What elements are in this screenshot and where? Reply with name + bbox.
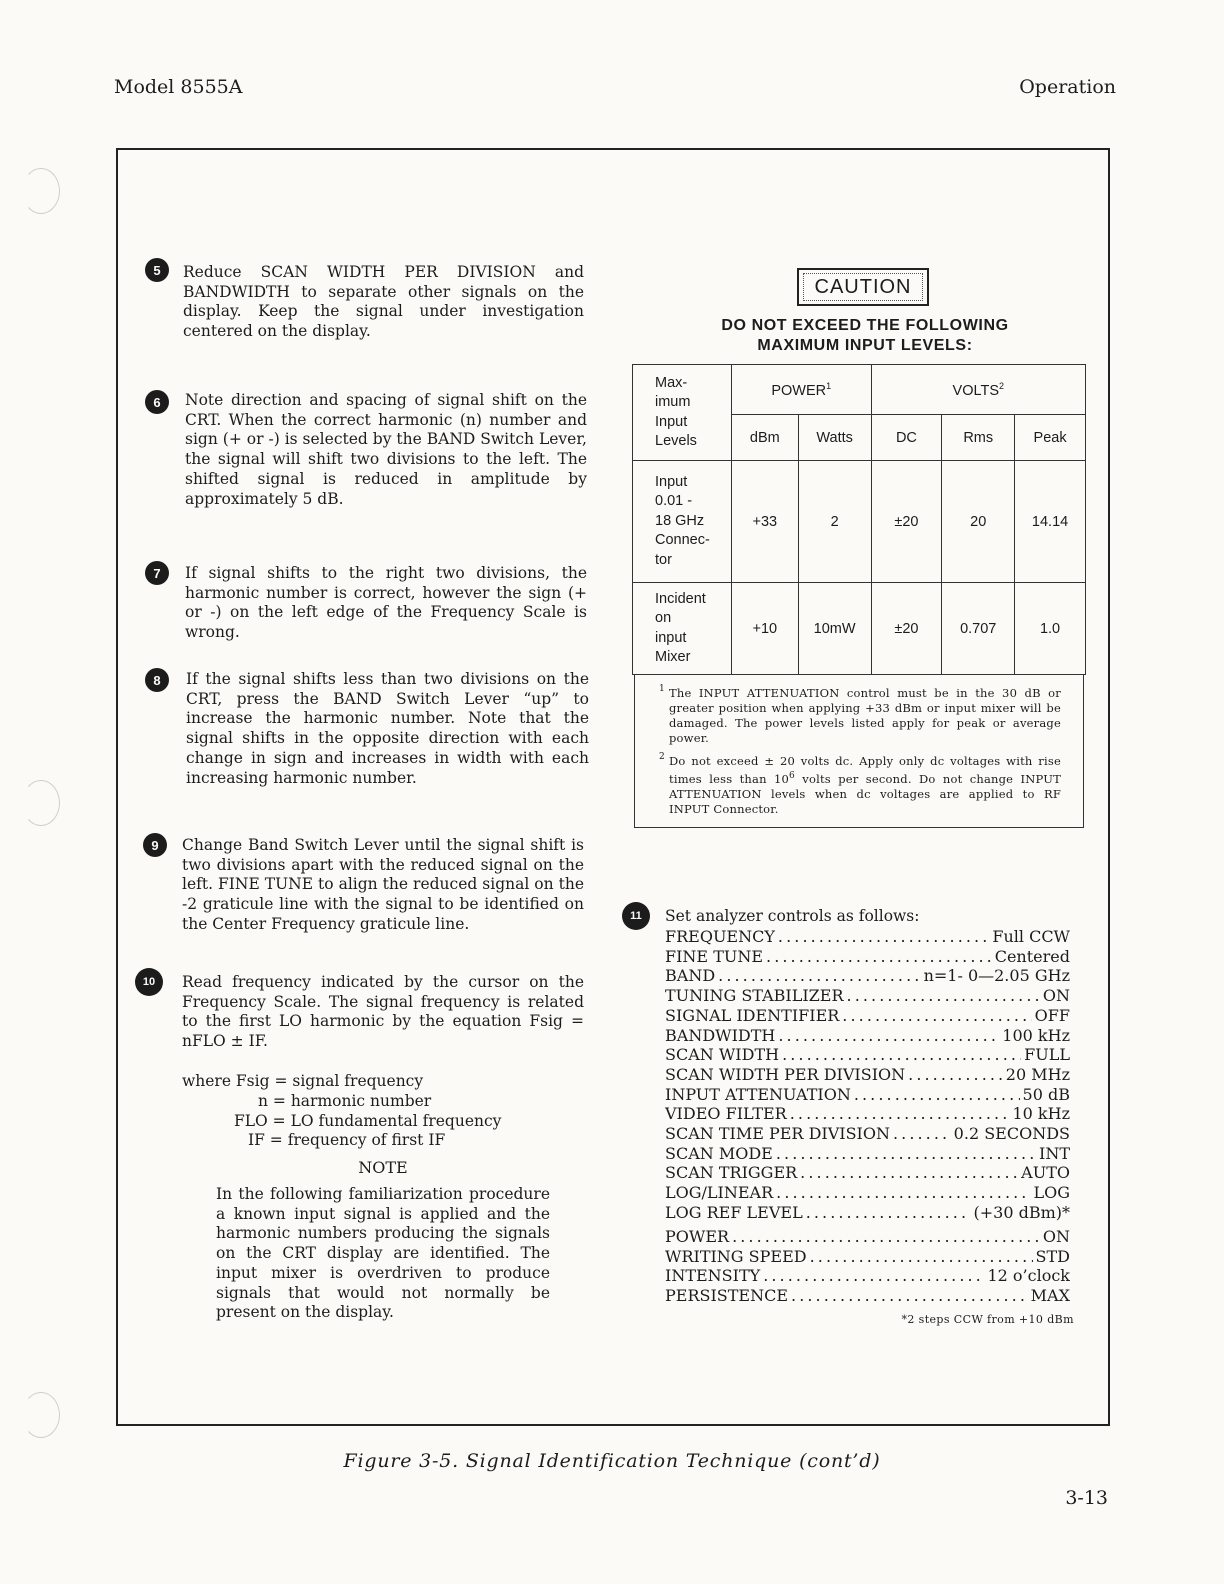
leader-dots bbox=[732, 1227, 1040, 1247]
step-badge-9: 9 bbox=[143, 833, 167, 857]
setting-value: AUTO bbox=[1021, 1163, 1070, 1183]
settings-row bbox=[665, 1247, 1070, 1267]
settings-row bbox=[665, 1183, 1070, 1203]
leader-dots bbox=[778, 1026, 999, 1046]
leader-dots bbox=[908, 1065, 1003, 1085]
setting-value: 12 o’clock bbox=[987, 1266, 1070, 1286]
leader-dots bbox=[810, 1247, 1033, 1267]
model-header: Model 8555A bbox=[114, 76, 243, 98]
step-9-text: Change Band Switch Lever until the signal shift is two divisions apart with the reduced signal on the left. FINE TUNE to align the reduced signal on the -2 graticule line with the signal to be identified on the Center Frequency graticule line. bbox=[182, 836, 584, 933]
footnote-text: volts per second. Do not change INPUT ATTENUATION levels when dc voltages are applied to RF INPUT Connector. bbox=[669, 771, 1061, 816]
setting-label: BAND bbox=[665, 966, 716, 986]
caution-label bbox=[797, 268, 929, 306]
table-cell: +10 bbox=[731, 583, 798, 675]
note-title: NOTE bbox=[358, 1158, 408, 1177]
page-number: 3-13 bbox=[1065, 1487, 1108, 1509]
leader-dots bbox=[893, 1124, 951, 1144]
step-11-intro: Set analyzer controls as follows: bbox=[665, 907, 920, 925]
setting-value: MAX bbox=[1030, 1286, 1070, 1306]
setting-value: INT bbox=[1039, 1143, 1070, 1163]
leader-dots bbox=[776, 1144, 1036, 1164]
caution-label-text: CAUTION bbox=[814, 275, 912, 298]
leader-dots bbox=[766, 947, 992, 967]
step-6-text: Note direction and spacing of signal shift on the CRT. When the correct harmonic (n) number and sign (+ or -) is selected by the BAND Switch Lever, the signal will shift two divisions to the left. The shifted signal is reduced in amplitude by approximately 5 dB. bbox=[185, 391, 587, 508]
row-label-header-line: Input bbox=[655, 413, 688, 430]
figure-caption: Figure 3-5. Signal Identification Technique (cont’d) bbox=[343, 1450, 881, 1472]
note-text: In the following familiarization procedure a known input signal is applied and the harmonic numbers producing the signals on the CRT display are identified. The input mixer is overdriven to produce signals that would not normally be present on the display. bbox=[216, 1185, 550, 1322]
setting-label: PERSISTENCE bbox=[665, 1286, 789, 1306]
setting-label: TUNING STABILIZER bbox=[665, 986, 844, 1006]
step-badge-11: 11 bbox=[622, 902, 650, 930]
table-cell: 0.707 bbox=[942, 583, 1015, 675]
step-badge-8: 8 bbox=[145, 668, 169, 692]
settings-row bbox=[665, 1104, 1070, 1124]
setting-label: FREQUENCY bbox=[665, 927, 775, 946]
leader-dots bbox=[854, 1085, 1020, 1105]
where-line-3: FLO = LO fundamental frequency bbox=[234, 1112, 502, 1130]
setting-value: 0.2 SECONDS bbox=[953, 1124, 1070, 1143]
table-row bbox=[633, 461, 1086, 583]
setting-value: 50 dB bbox=[1022, 1084, 1070, 1104]
table-cell: 1.0 bbox=[1015, 583, 1086, 675]
col-header-peak: Peak bbox=[1015, 415, 1086, 461]
step-10-text: Read frequency indicated by the cursor on the Frequency Scale. The signal frequency is related to the first LO harmonic by the equation Fsig = nFLO ± IF. bbox=[182, 973, 584, 1051]
settings-row bbox=[665, 1085, 1070, 1105]
setting-label: POWER bbox=[665, 1227, 730, 1246]
settings-row bbox=[665, 1124, 1070, 1144]
where-line-2: n = harmonic number bbox=[258, 1092, 432, 1110]
settings-row bbox=[665, 947, 1070, 967]
table-footnotes bbox=[634, 674, 1084, 828]
row-label-line: Input bbox=[655, 473, 688, 490]
col-header-rms: Rms bbox=[942, 415, 1015, 461]
row-label bbox=[633, 461, 732, 583]
table-footnote-1 bbox=[635, 686, 1083, 746]
table-cell: +33 bbox=[731, 461, 798, 583]
row-label-line: Incident bbox=[655, 590, 706, 607]
settings-row bbox=[665, 1266, 1070, 1286]
volts-header bbox=[871, 365, 1085, 415]
binder-hole-icon bbox=[22, 1392, 60, 1438]
settings-row bbox=[665, 1203, 1070, 1223]
row-label-line: tor bbox=[655, 551, 672, 568]
setting-value: Full CCW bbox=[992, 927, 1070, 946]
settings-row bbox=[665, 986, 1070, 1006]
power-footnote-mark: 1 bbox=[826, 380, 832, 391]
setting-value: ON bbox=[1042, 986, 1070, 1006]
setting-value: n=1- 0—2.05 GHz bbox=[923, 966, 1070, 986]
leader-dots bbox=[847, 986, 1040, 1006]
step-8-text: If the signal shifts less than two divisions on the CRT, press the BAND Switch Lever “up” to increase the harmonic number. Note that the signal shifts in the opposite direction with each change in sign and increases in width with each increasing harmonic number. bbox=[186, 670, 589, 787]
where-line-4: IF = frequency of first IF bbox=[248, 1131, 446, 1149]
settings-row bbox=[665, 1045, 1070, 1065]
setting-label: INTENSITY bbox=[665, 1266, 761, 1286]
setting-label: SCAN WIDTH bbox=[665, 1045, 780, 1065]
binder-hole-icon bbox=[22, 780, 60, 826]
footnote-text: The INPUT ATTENUATION control must be in the 30 dB or greater position when applying +33 dBm or input mixer will be damaged. The power levels listed apply for peak or average power. bbox=[669, 686, 1061, 745]
setting-value: (+30 dBm)* bbox=[973, 1202, 1070, 1222]
footnote-mark: 2 bbox=[659, 752, 665, 762]
caution-line-1: DO NOT EXCEED THE FOLLOWING bbox=[721, 317, 1009, 334]
setting-label: WRITING SPEED bbox=[665, 1246, 807, 1266]
row-label-header-line: Max- bbox=[655, 374, 688, 391]
volts-header-text: VOLTS bbox=[952, 382, 999, 399]
setting-label: SCAN MODE bbox=[665, 1143, 773, 1163]
max-input-levels-table bbox=[632, 364, 1086, 675]
setting-label: VIDEO FILTER bbox=[665, 1104, 787, 1124]
footnote-text: Do not exceed ± 20 volts dc. Apply only dc voltages with rise times less than 10 bbox=[669, 754, 1061, 786]
setting-value: 10 kHz bbox=[1012, 1104, 1070, 1124]
row-label-line: on bbox=[655, 610, 672, 626]
setting-label: SCAN TIME PER DIVISION bbox=[665, 1124, 890, 1143]
leader-dots bbox=[790, 1104, 1010, 1124]
leader-dots bbox=[782, 1045, 1021, 1065]
note-block bbox=[216, 1158, 550, 1177]
setting-label: FINE TUNE bbox=[665, 946, 764, 966]
caution-line-2: MAXIMUM INPUT LEVELS: bbox=[757, 337, 973, 354]
setting-value: ON bbox=[1042, 1227, 1070, 1246]
settings-row bbox=[665, 1286, 1070, 1306]
leader-dots bbox=[763, 1266, 984, 1286]
setting-value: STD bbox=[1035, 1246, 1070, 1266]
settings-row bbox=[665, 1227, 1070, 1247]
setting-value: Centered bbox=[994, 946, 1070, 966]
table-footnote-2 bbox=[635, 754, 1083, 817]
leader-dots bbox=[776, 1183, 1030, 1203]
setting-label: SCAN WIDTH PER DIVISION bbox=[665, 1064, 906, 1084]
setting-value: LOG bbox=[1033, 1183, 1070, 1203]
volts-footnote-mark: 2 bbox=[999, 380, 1005, 391]
row-label-line: Mixer bbox=[655, 649, 691, 665]
col-header-dc: DC bbox=[871, 415, 942, 461]
table-cell: 14.14 bbox=[1015, 461, 1086, 583]
row-label-line: input bbox=[655, 629, 687, 646]
col-header-dbm: dBm bbox=[731, 415, 798, 461]
setting-label: LOG/LINEAR bbox=[665, 1183, 774, 1203]
table-cell: 2 bbox=[798, 461, 871, 583]
footnote-mark: 1 bbox=[659, 684, 665, 694]
step-badge-5: 5 bbox=[145, 258, 169, 282]
leader-dots bbox=[791, 1286, 1028, 1306]
settings-row bbox=[665, 1163, 1070, 1183]
row-label-header bbox=[633, 365, 732, 461]
step-badge-10: 10 bbox=[135, 968, 163, 996]
setting-label: SIGNAL IDENTIFIER bbox=[665, 1005, 840, 1025]
row-label-line: Connec- bbox=[655, 532, 710, 549]
row-label bbox=[633, 583, 732, 675]
where-line-1: where Fsig = signal frequency bbox=[182, 1072, 424, 1090]
col-header-watts: Watts bbox=[798, 415, 871, 461]
row-label-line: 0.01 - bbox=[655, 493, 693, 510]
leader-dots bbox=[800, 1163, 1018, 1183]
setting-label: SCAN TRIGGER bbox=[665, 1163, 798, 1183]
power-header-text: POWER bbox=[771, 382, 827, 399]
setting-value: 20 MHz bbox=[1005, 1064, 1070, 1084]
leader-dots bbox=[718, 966, 920, 986]
settings-row bbox=[665, 1026, 1070, 1046]
settings-row bbox=[665, 927, 1070, 947]
table-row bbox=[633, 583, 1086, 675]
power-header bbox=[731, 365, 871, 415]
row-label-line: 18 GHz bbox=[655, 512, 705, 529]
section-header: Operation bbox=[1019, 76, 1116, 98]
step-5-text: Reduce SCAN WIDTH PER DIVISION and BANDWIDTH to separate other signals on the display. Keep the signal under investigation centered on the display. bbox=[183, 263, 584, 341]
leader-dots bbox=[806, 1203, 971, 1223]
settings-row bbox=[665, 1144, 1070, 1164]
setting-value: OFF bbox=[1034, 1005, 1070, 1025]
table-cell: 20 bbox=[942, 461, 1015, 583]
row-label-header-line: imum bbox=[655, 394, 691, 410]
settings-row bbox=[665, 1065, 1070, 1085]
settings-footnote: *2 steps CCW from +10 dBm bbox=[901, 1313, 1074, 1326]
leader-dots bbox=[778, 927, 989, 947]
step-7-text: If signal shifts to the right two divisions, the harmonic number is correct, however the sign (+ or -) on the left edge of the Frequency Scale is wrong. bbox=[185, 564, 587, 642]
table-cell: ±20 bbox=[871, 461, 942, 583]
step-badge-6: 6 bbox=[145, 390, 169, 414]
setting-label: LOG REF LEVEL bbox=[665, 1202, 803, 1222]
row-label-header-line: Levels bbox=[655, 433, 697, 449]
setting-label: BANDWIDTH bbox=[665, 1025, 776, 1045]
leader-dots bbox=[842, 1006, 1031, 1026]
setting-value: FULL bbox=[1024, 1045, 1070, 1065]
table-cell: ±20 bbox=[871, 583, 942, 675]
setting-value: 100 kHz bbox=[1002, 1025, 1070, 1045]
table-cell: 10mW bbox=[798, 583, 871, 675]
binder-hole-icon bbox=[22, 168, 60, 214]
settings-row bbox=[665, 966, 1070, 986]
settings-list bbox=[665, 927, 1070, 1307]
setting-label: INPUT ATTENUATION bbox=[665, 1084, 851, 1104]
step-badge-7: 7 bbox=[145, 561, 169, 585]
settings-row bbox=[665, 1006, 1070, 1026]
footnote-exponent: 6 bbox=[789, 771, 795, 781]
